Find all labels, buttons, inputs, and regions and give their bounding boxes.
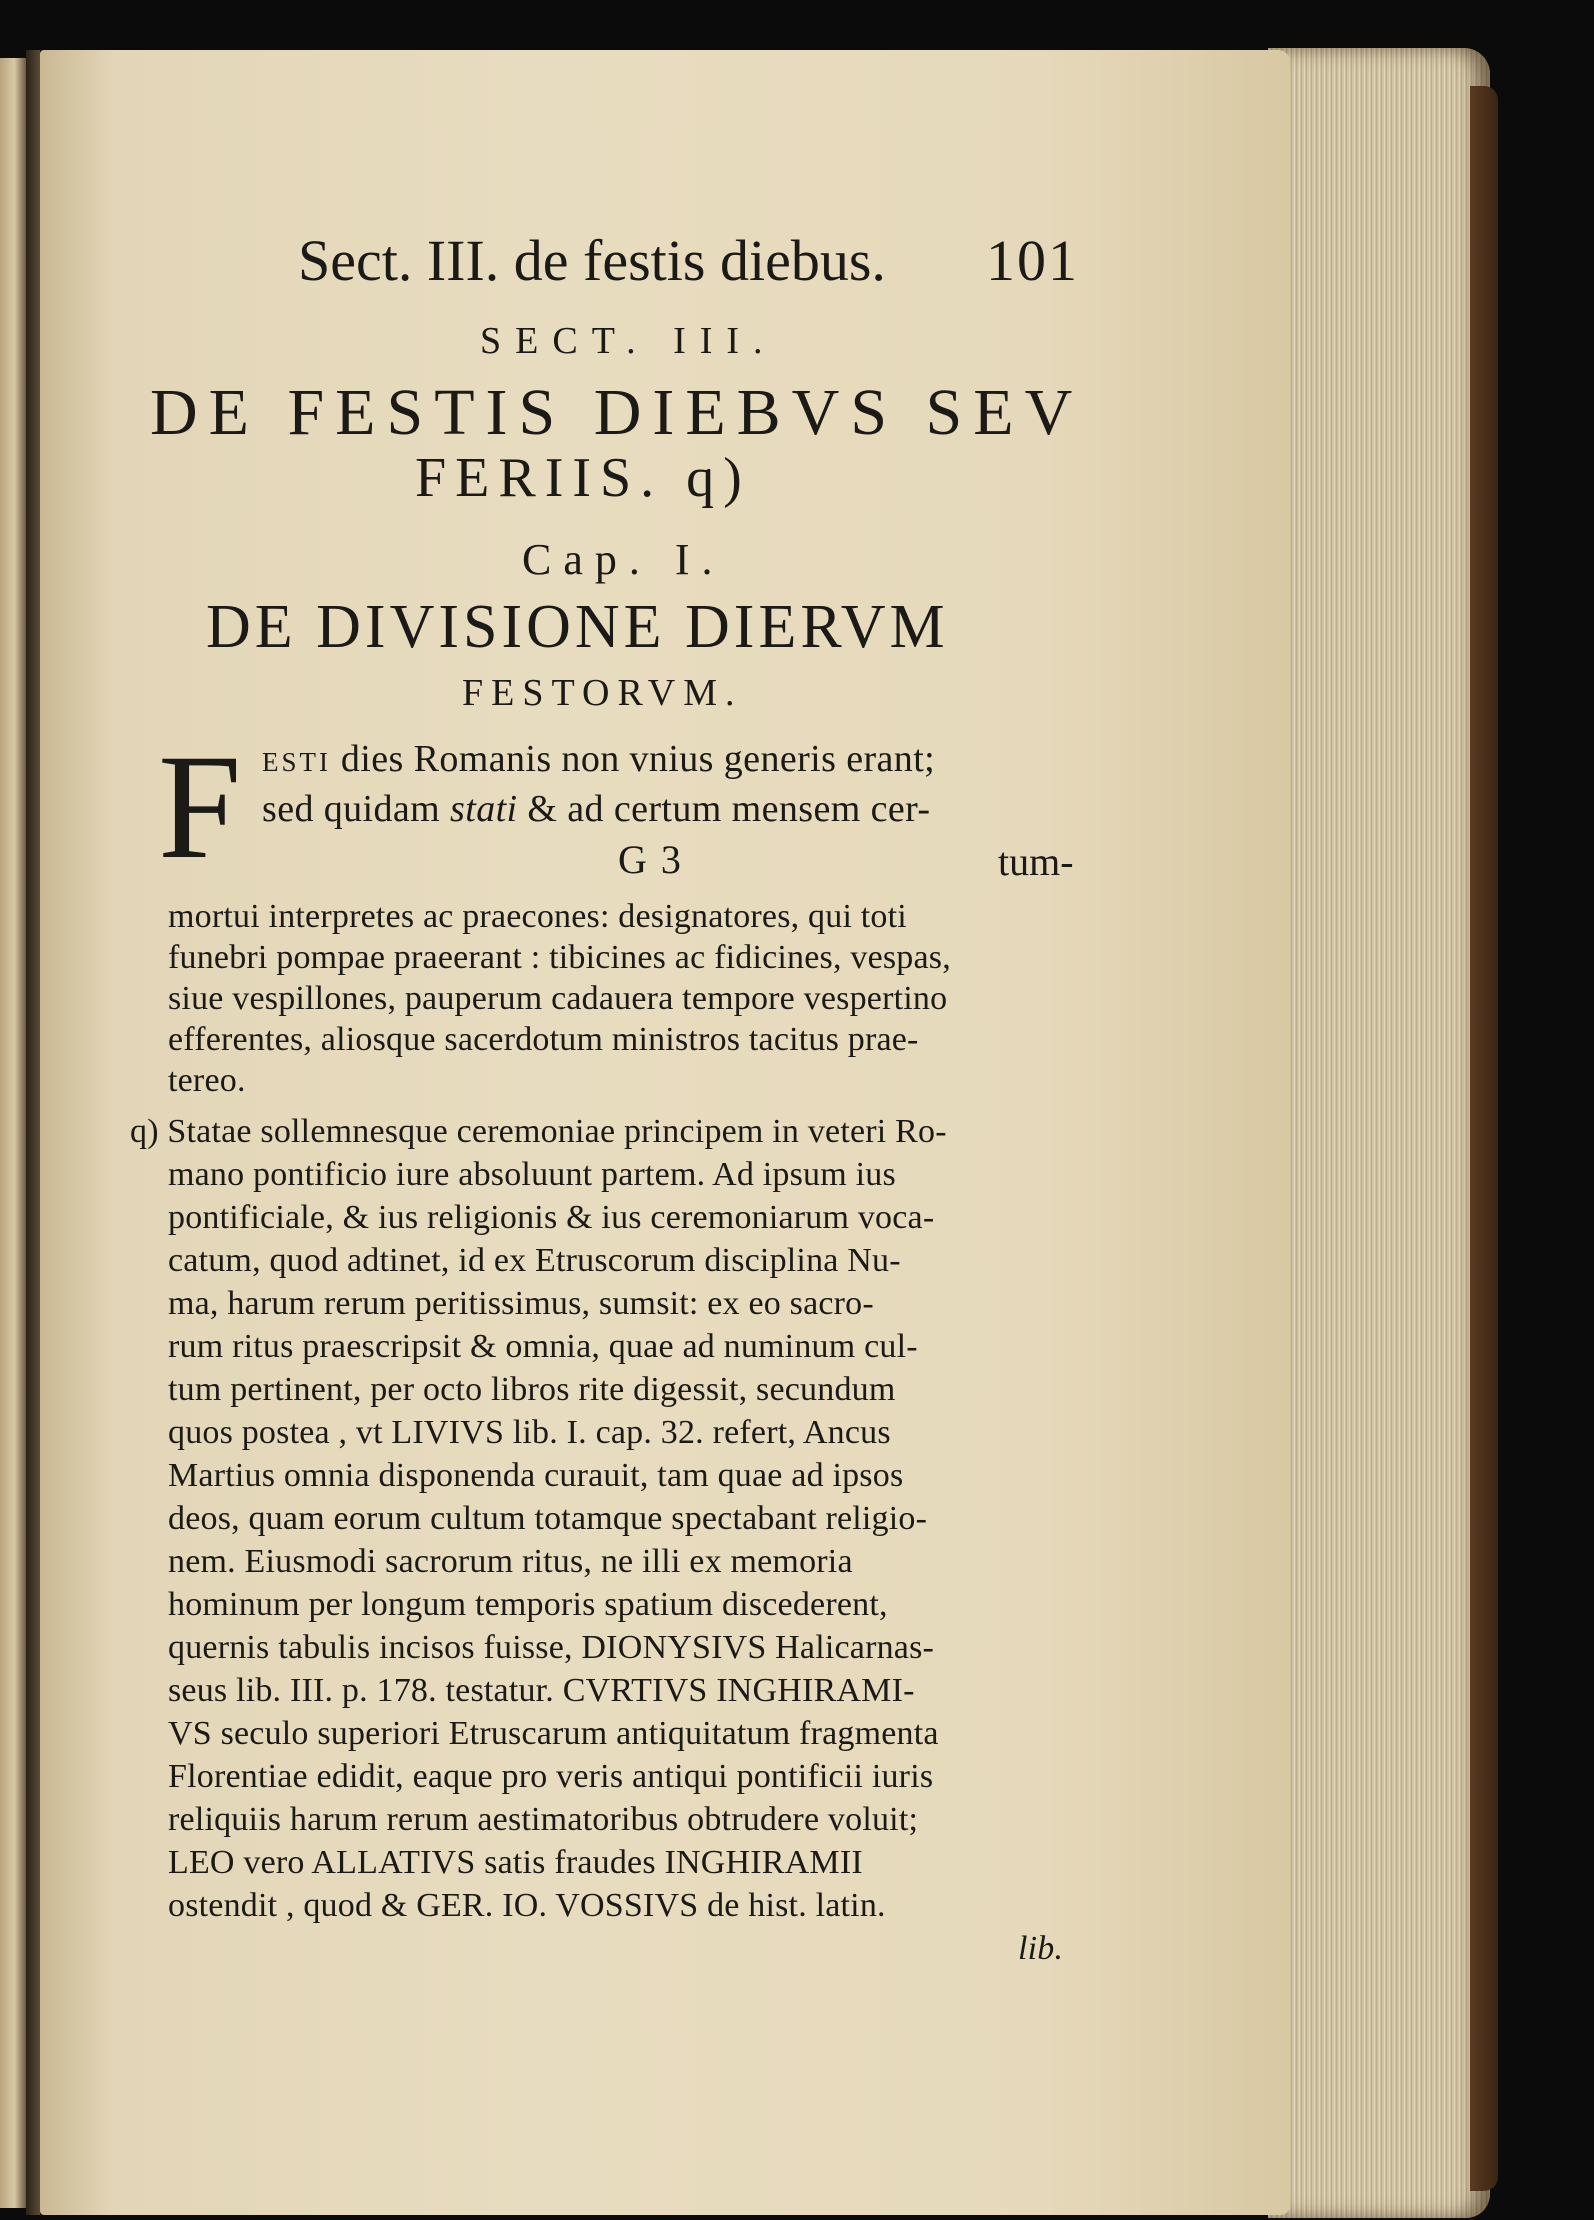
chapter-title-line2: FESTORVM.	[462, 672, 743, 714]
section-label: SECT. III.	[480, 320, 777, 362]
section-title-line1: DE FESTIS DIEBVS SEV	[150, 376, 1084, 449]
chapter-label: Cap. I.	[522, 535, 725, 584]
catchword: tum-	[998, 839, 1074, 884]
footnote-line: seus lib. III. p. 178. testatur. CVRTIVS INGHIRAMI-	[168, 1672, 915, 1709]
book-fore-edge	[1268, 48, 1490, 2218]
footnote-line: ostendit , quod & GER. IO. VOSSIVS de hist. latin.	[168, 1887, 886, 1924]
footnote-line: ma, harum rerum peritissimus, sumsit: ex eo sacro-	[168, 1285, 874, 1322]
footnote-line: hominum per longum temporis spatium discederent,	[168, 1586, 888, 1623]
body-line-2-a: sed quidam	[262, 788, 451, 830]
footnote-line: quernis tabulis incisos fuisse, DIONYSIVS Halicarnas-	[168, 1629, 935, 1666]
footnote-line: q) Statae sollemnesque ceremoniae principem in veteri Ro-	[130, 1113, 947, 1150]
footnote-line: Florentiae edidit, eaque pro veris antiqui pontificii iuris	[168, 1758, 934, 1795]
drop-cap: F	[158, 724, 242, 890]
footnote-line: LEO vero ALLATIVS satis fraudes INGHIRAMII	[168, 1844, 863, 1881]
footnote-line: reliquiis harum rerum aestimatoribus obtrudere voluit;	[168, 1801, 919, 1838]
book-cover-edge	[1470, 86, 1498, 2191]
signature-mark: G 3	[618, 837, 683, 882]
body-line-1-text: dies Romanis non vnius generis erant;	[331, 738, 936, 780]
footnote-line: Martius omnia disponenda curauit, tam quae ad ipsos	[168, 1457, 904, 1494]
footnote-line: quos postea , vt LIVIVS lib. I. cap. 32. refert, Ancus	[168, 1414, 891, 1451]
footnote-line: catum, quod adtinet, id ex Etruscorum disciplina Nu-	[168, 1242, 901, 1279]
body-line-2-b: & ad certum mensem cer-	[517, 788, 931, 830]
page-number: 101	[986, 228, 1079, 293]
footnote-line: deos, quam eorum cultum totamque spectabant religio-	[168, 1500, 928, 1537]
footnote-line: nem. Eiusmodi sacrorum ritus, ne illi ex memoria	[168, 1543, 853, 1580]
chapter-title-line1: DE DIVISIONE DIERVM	[206, 593, 949, 661]
body-line-2-italic: stati	[450, 788, 518, 830]
running-header-title: Sect. III. de festis diebus.	[298, 228, 886, 293]
book-gutter	[26, 50, 40, 2215]
footnote-line: mortui interpretes ac praecones: designatores, qui toti	[168, 898, 907, 935]
facing-page-edge	[0, 58, 26, 2208]
section-title-line2: FERIIS. q)	[415, 447, 751, 509]
body-line-1-smallcaps: esti	[262, 738, 331, 780]
footnote-line: tum pertinent, per octo libros rite digessit, secundum	[168, 1371, 896, 1408]
footnote-line: siue vespillones, pauperum cadauera tempore vespertino	[168, 980, 948, 1017]
footnote-line: funebri pompae praeerant : tibicines ac fidicines, vespas,	[168, 939, 951, 976]
footnote-line: rum ritus praescripsit & omnia, quae ad numinum cul-	[168, 1328, 918, 1365]
footnote-line: efferentes, aliosque sacerdotum ministros tacitus prae-	[168, 1021, 919, 1058]
body-line-2	[262, 790, 930, 828]
footnote-line: tereo.	[168, 1062, 246, 1099]
page-101	[40, 50, 1290, 2215]
footnote-line: VS seculo superiori Etruscarum antiquitatum fragmenta	[168, 1715, 939, 1752]
footnote-line: mano pontificio iure absoluunt partem. Ad ipsum ius	[168, 1156, 896, 1193]
body-line-1	[262, 740, 935, 778]
footnote-line: pontificiale, & ius religionis & ius ceremoniarum voca-	[168, 1199, 935, 1236]
footnote-catchword: lib.	[1018, 1930, 1064, 1967]
